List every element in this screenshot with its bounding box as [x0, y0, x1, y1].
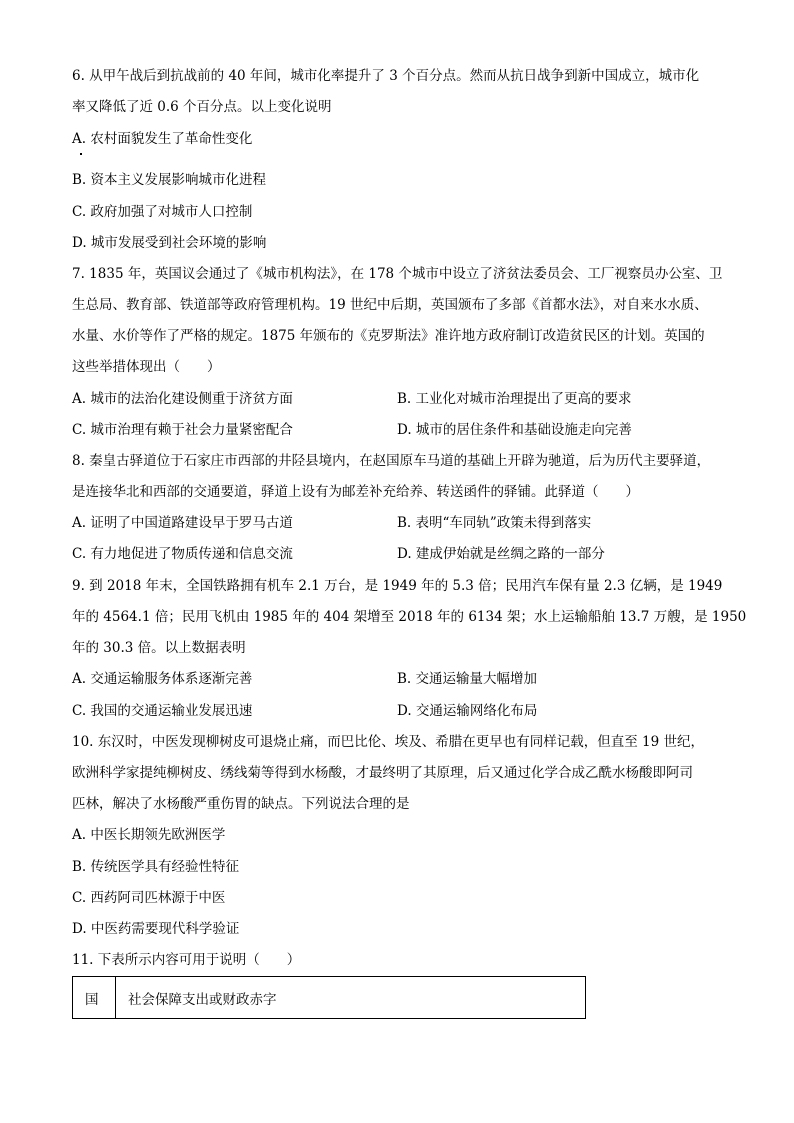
- q8-option-c: C. 有力地促进了物质传递和信息交流: [72, 546, 293, 562]
- q9-option-b: B. 交通运输量大幅增加: [397, 671, 538, 687]
- q10-option-a: A. 中医长期领先欧洲医学: [72, 827, 226, 843]
- q11-stem-line1: 11. 下表所示内容可用于说明（ ）: [72, 952, 301, 968]
- q6-option-d: D. 城市发展受到社会环境的影响: [72, 235, 267, 251]
- q10-stem-line2: 欧洲科学家提纯柳树皮、绣线菊等得到水杨酸，才最终明了其原理，后又通过化学合成乙酰水杨酸即阿司: [72, 765, 693, 781]
- q6-option-c: C. 政府加强了对城市人口控制: [72, 204, 253, 220]
- q8-option-a: A. 证明了中国道路建设早于罗马古道: [72, 515, 293, 531]
- table-cell-country: 国: [73, 977, 116, 1019]
- q7-stem-line1: 7. 1835 年，英国议会通过了《城市机构法》，在 178 个城市中设立了济贫法委员会、工厂视察员办公室、卫: [72, 266, 723, 282]
- q6-stem-line1: 6. 从甲午战后到抗战前的 40 年间，城市化率提升了 3 个百分点。然而从抗日战争到新中国成立，城市化: [72, 68, 700, 84]
- q7-option-c: C. 城市治理有赖于社会力量紧密配合: [72, 422, 293, 438]
- q8-option-b: B. 表明“车同轨”政策未得到落实: [397, 515, 592, 531]
- table-row: [73, 977, 586, 1019]
- q9-option-c: C. 我国的交通运输业发展迅速: [72, 703, 253, 719]
- q9-stem-line1: 9. 到 2018 年末，全国铁路拥有机车 2.1 万台，是 1949 年的 5.3 倍；民用汽车保有量 2.3 亿辆，是 1949: [72, 578, 723, 594]
- q7-option-b: B. 工业化对城市治理提出了更高的要求: [397, 391, 632, 407]
- q9-stem-line2: 年的 4564.1 倍；民用飞机由 1985 年的 404 架增至 2018 年的 6134 架；水上运输船舶 13.7 万艘，是 1950: [72, 609, 747, 625]
- q10-option-b: B. 传统医学具有经验性特征: [72, 859, 240, 875]
- q6-option-a: A. 农村面貌发生了革命性变化: [72, 131, 253, 147]
- q11-data-table: [72, 976, 586, 1019]
- q7-option-a: A. 城市的法治化建设侧重于济贫方面: [72, 391, 293, 407]
- q9-option-d: D. 交通运输网络化布局: [397, 703, 538, 719]
- q6-stem-line2: 率又降低了近 0.6 个百分点。以上变化说明: [72, 99, 332, 115]
- q10-stem-line3: 匹林，解决了水杨酸严重伤胃的缺点。下列说法合理的是: [72, 796, 410, 812]
- q10-option-c: C. 西药阿司匹林源于中医: [72, 890, 226, 906]
- q6-option-b: B. 资本主义发展影响城市化进程: [72, 172, 267, 188]
- q8-stem-line2: 是连接华北和西部的交通要道，驿道上设有为邮差补充给养、转送函件的驿铺。此驿道（ ）: [72, 484, 639, 500]
- q7-option-d: D. 城市的居住条件和基础设施走向完善: [397, 422, 632, 438]
- q10-stem-line1: 10. 东汉时，中医发现柳树皮可退烧止痛，而巴比伦、埃及、希腊在更早也有同样记载，但直至 19 世纪，: [72, 734, 705, 750]
- q8-option-d: D. 建成伊始就是丝绸之路的一部分: [397, 546, 605, 562]
- q7-stem-line4: 这些举措体现出（ ）: [72, 359, 221, 375]
- q9-stem-line3: 年的 30.3 倍。以上数据表明: [72, 640, 246, 656]
- q9-option-a: A. 交通运输服务体系逐渐完善: [72, 671, 253, 687]
- q10-option-d: D. 中医药需要现代科学验证: [72, 921, 240, 937]
- q8-stem-line1: 8. 秦皇古驿道位于石家庄市西部的井陉县境内，在赵国原车马道的基础上开辟为驰道，后为历代主要驿道，: [72, 453, 711, 469]
- q7-stem-line3: 水量、水价等作了严格的规定。1875 年颁布的《克罗斯法》准许地方政府制订改造贫民区的计划。英国的: [72, 328, 705, 344]
- q7-stem-line2: 生总局、教育部、铁道部等政府管理机构。19 世纪中后期，英国颁布了多部《首都水法》，对自来水水质、: [72, 297, 708, 313]
- table-cell-social-security: 社会保障支出或财政赤字: [116, 977, 586, 1019]
- stray-dot-mark: [80, 153, 82, 155]
